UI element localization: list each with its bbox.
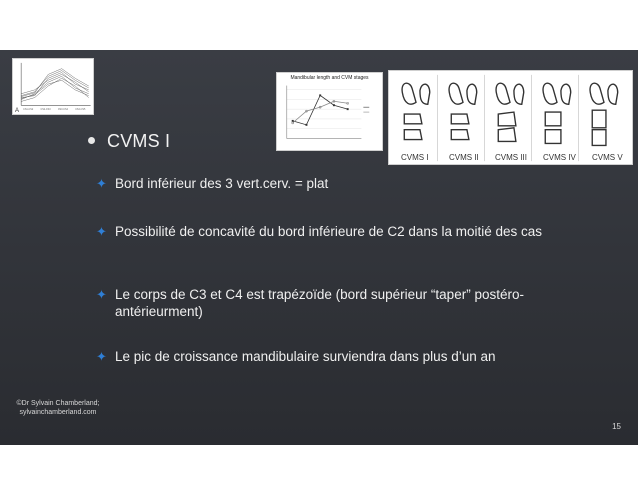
bullet-text: Bord inférieur des 3 vert.cerv. = plat	[115, 176, 329, 191]
growth-curves-figure	[12, 58, 94, 115]
bullet-item-3	[96, 286, 576, 320]
cvms-label-1: CVMS I	[401, 153, 429, 162]
star-bullet-icon: ✦	[96, 176, 107, 191]
footer-line-2: sylvainchamberland.com	[19, 409, 97, 416]
bullet-item-2	[96, 223, 576, 240]
bullet-text: Le pic de croissance mandibulaire surviendra dans plus d’un an	[115, 349, 496, 364]
svg-text:CS1-CS2: CS1-CS2	[23, 108, 34, 112]
slide-heading	[88, 131, 170, 152]
footer-line-1: ©Dr Sylvain Chamberland;	[16, 400, 100, 407]
svg-text:CS2-CS3: CS2-CS3	[40, 108, 51, 112]
bullet-item-4	[96, 348, 576, 365]
bullet-dot-icon	[88, 137, 95, 144]
chart-plot	[277, 81, 382, 151]
slide	[0, 50, 638, 445]
bullet-text: Le corps de C3 et C4 est trapézoïde (bord supérieur “taper” postéro-antérieurment)	[115, 287, 524, 319]
cvms-label-2: CVMS II	[449, 153, 479, 162]
star-bullet-icon: ✦	[96, 287, 107, 302]
svg-text:CS4-CS5: CS4-CS5	[75, 108, 86, 112]
cvms-label-5: CVMS V	[592, 153, 623, 162]
heading-text: CVMS I	[107, 131, 171, 151]
cvms-vertebrae-figure	[388, 70, 633, 165]
svg-text:CS3-CS4: CS3-CS4	[57, 108, 68, 112]
mandibular-length-chart	[276, 72, 383, 151]
growth-curves-plot	[13, 59, 93, 114]
footer-credit	[10, 399, 106, 417]
cvms-label-3: CVMS III	[495, 153, 528, 162]
page-number: 15	[612, 422, 621, 431]
cvms-label-4: CVMS IV	[543, 153, 576, 162]
panel-letter: A	[15, 108, 20, 114]
star-bullet-icon: ✦	[96, 224, 107, 239]
vertebrae-drawing	[389, 71, 632, 164]
bullet-text: Possibilité de concavité du bord inférieure de C2 dans la moitié des cas	[115, 224, 542, 239]
bullet-item-1	[96, 175, 576, 192]
star-bullet-icon: ✦	[96, 349, 107, 364]
chart-title: Mandibular length and CVM stages	[290, 75, 369, 81]
